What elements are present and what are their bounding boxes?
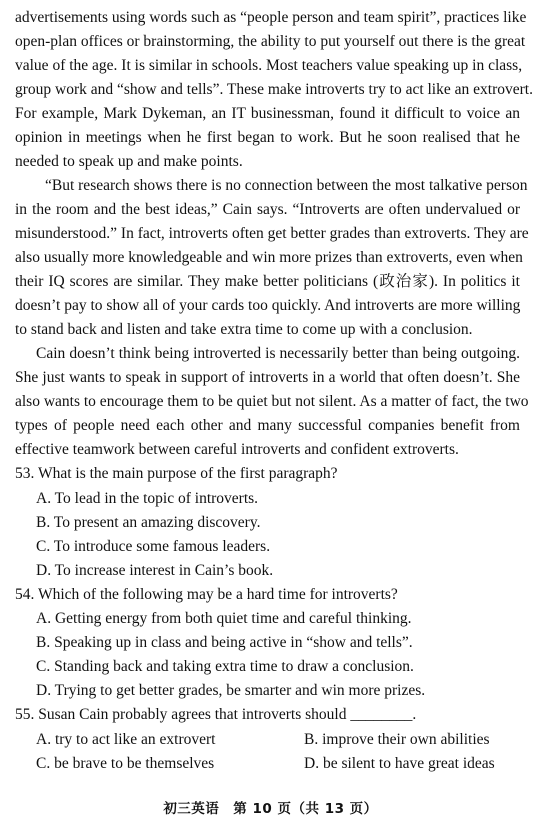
passage-line: also wants to encourage them to be quiet but not silent. As a matter of fact, the two (15, 393, 529, 410)
passage-line: advertisements using words such as “people person and team spirit”, practices like (15, 9, 527, 26)
passage-line: misunderstood.” In fact, introverts often get better grades than extroverts. They are (15, 225, 529, 242)
passage-line: effective teamwork between careful introverts and confident extroverts. (15, 441, 459, 458)
passage-line: doesn’t pay to show all of your cards too quickly. And introverts are more willing (15, 297, 521, 314)
option-b[interactable]: B. Speaking up in class and being active in “show and tells”. (36, 634, 413, 651)
passage-line: also usually more knowledgeable and win more prizes than extroverts, even when (15, 249, 523, 266)
passage-line: opinion in meetings when he first began to work. But he soon realised that he (15, 129, 520, 146)
option-b[interactable]: B. improve their own abilities (304, 731, 490, 748)
passage-line: types of people need each other and many successful companies benefit from (15, 417, 520, 434)
passage-line: She just wants to speak in support of introverts in a world that often doesn’t. She (15, 369, 520, 386)
page-footer: 初三英语 第 10 页（共 13 页） (163, 801, 378, 817)
passage-line: in the room and the best ideas,” Cain says. “Introverts are often undervalued or (15, 201, 520, 218)
passage-line: group work and “show and tells”. These make introverts try to act like an extrovert. (15, 81, 533, 98)
passage-line: needed to speak up and make points. (15, 153, 243, 170)
passage-line: value of the age. It is similar in schools. Most teachers value speaking up in class, (15, 57, 523, 74)
option-c[interactable]: C. be brave to be themselves (36, 755, 215, 772)
passage-line: “But research shows there is no connection between the most talkative person (45, 177, 528, 194)
passage-line: their IQ scores are similar. They make better politicians (政治家). In politics it (15, 273, 520, 290)
option-d[interactable]: D. be silent to have great ideas (304, 755, 495, 772)
option-b[interactable]: B. To present an amazing discovery. (36, 514, 261, 531)
question-stem: 53. What is the main purpose of the first paragraph? (15, 465, 338, 482)
option-a[interactable]: A. Getting energy from both quiet time and careful thinking. (36, 610, 412, 627)
option-a[interactable]: A. try to act like an extrovert (36, 731, 216, 748)
passage-line: open-plan offices or brainstorming, the ability to put yourself out there is the great (15, 33, 526, 50)
passage-line: For example, Mark Dykeman, an IT businessman, found it difficult to voice an (15, 105, 520, 122)
passage-line: Cain doesn’t think being introverted is necessarily better than being outgoing. (36, 345, 520, 362)
option-c[interactable]: C. Standing back and taking extra time to draw a conclusion. (36, 658, 414, 675)
option-d[interactable]: D. To increase interest in Cain’s book. (36, 562, 274, 579)
question-stem: 55. Susan Cain probably agrees that introverts should ________. (15, 706, 417, 723)
question-stem: 54. Which of the following may be a hard time for introverts? (15, 586, 398, 603)
option-c[interactable]: C. To introduce some famous leaders. (36, 538, 271, 555)
passage-line: to stand back and listen and take extra time to come up with a conclusion. (15, 321, 473, 338)
option-a[interactable]: A. To lead in the topic of introverts. (36, 490, 259, 507)
option-d[interactable]: D. Trying to get better grades, be smarter and win more prizes. (36, 682, 426, 699)
